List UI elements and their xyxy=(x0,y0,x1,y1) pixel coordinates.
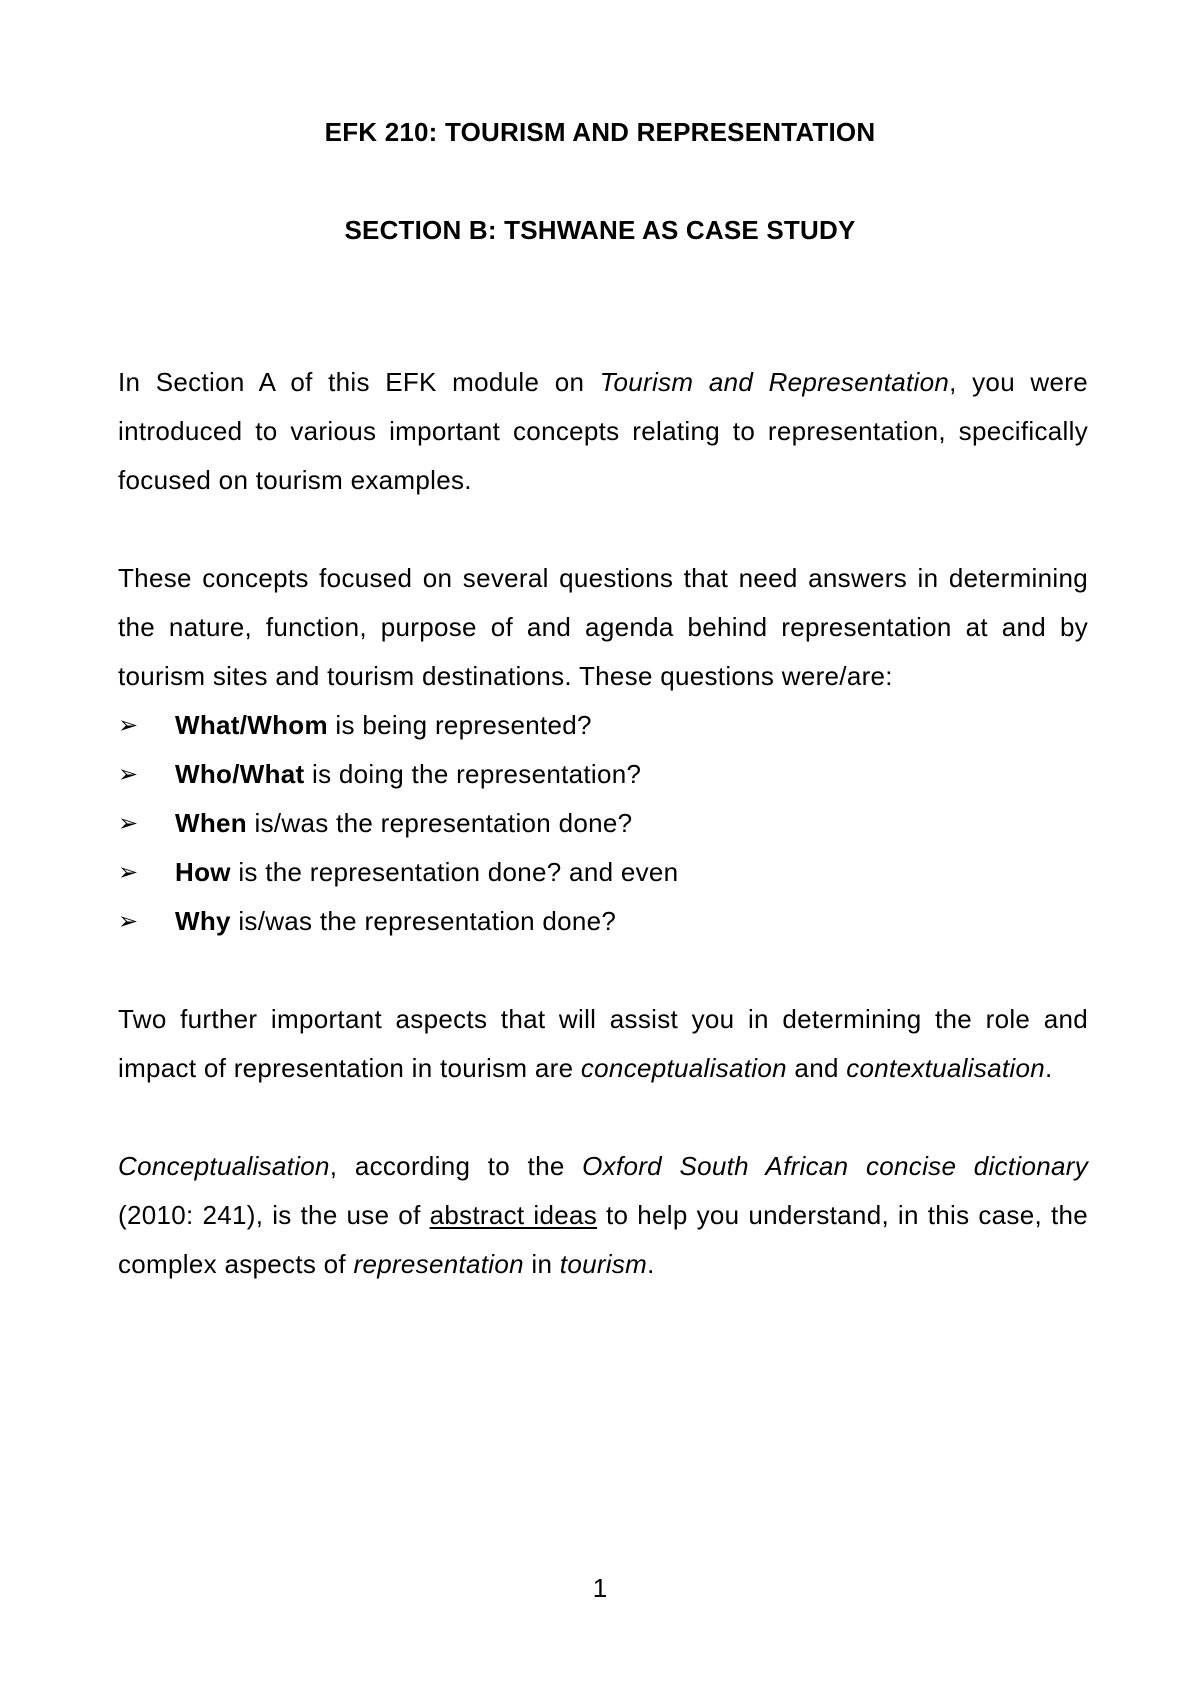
term-representation: representation xyxy=(353,1249,524,1279)
list-item xyxy=(118,848,1088,897)
arrow-bullet-icon: ➢ xyxy=(118,761,139,788)
arrow-bullet-icon: ➢ xyxy=(118,908,139,935)
question-text: is doing the representation? xyxy=(304,759,642,789)
paragraph-concepts: These concepts focused on several questions that need answers in determining the nature, function, purpose of and agenda behind representation at and by tourism sites and tourism destinations. These questions were/are: xyxy=(118,563,1088,691)
term-contextualisation: contextualisation xyxy=(846,1053,1046,1083)
arrow-bullet-icon: ➢ xyxy=(118,712,139,739)
paragraph-aspects-text-a: Two further important aspects that will assist you in determining the role and impact of representation in tourism are xyxy=(118,1004,1088,1083)
dictionary-title: Oxford South African concise dictionary xyxy=(582,1151,1088,1181)
list-item xyxy=(118,750,1088,799)
question-text: is/was the representation done? xyxy=(246,808,633,838)
paragraph-definition xyxy=(118,1142,1088,1289)
question-keyword: What/Whom xyxy=(175,710,328,740)
underlined-phrase: abstract ideas xyxy=(429,1200,598,1230)
question-keyword: Why xyxy=(175,906,231,936)
question-keyword: When xyxy=(175,808,247,838)
question-keyword: Who/What xyxy=(175,759,305,789)
definition-text-e: . xyxy=(647,1249,655,1279)
definition-text-d: in xyxy=(523,1249,560,1279)
questions-list xyxy=(118,701,1088,946)
paragraph-aspects xyxy=(118,995,1088,1093)
question-keyword: How xyxy=(175,857,231,887)
section-heading: SECTION B: TSHWANE AS CASE STUDY xyxy=(344,215,856,245)
document-body xyxy=(118,358,1088,1289)
question-text: is/was the representation done? xyxy=(230,906,617,936)
definition-text-b: (2010: 241), is the use of xyxy=(118,1200,430,1230)
paragraph-aspects-text-b: and xyxy=(786,1053,847,1083)
arrow-bullet-icon: ➢ xyxy=(118,810,139,837)
arrow-bullet-icon: ➢ xyxy=(118,859,139,886)
question-text: is being represented? xyxy=(327,710,592,740)
page-number: 1 xyxy=(592,1573,608,1603)
list-item xyxy=(118,701,1088,750)
question-text: is the representation done? and even xyxy=(230,857,679,887)
term-conceptualisation: conceptualisation xyxy=(580,1053,787,1083)
definition-text-c: to help you understand, in this case, the complex aspects of xyxy=(118,1200,1088,1279)
definition-text-a: , according to the xyxy=(329,1151,583,1181)
paragraph-intro-italic: Tourism and Representation xyxy=(599,367,950,397)
paragraph-intro-text-a: In Section A of this EFK module on xyxy=(118,367,600,397)
paragraph-intro xyxy=(118,358,1088,505)
paragraph-intro-text-b: , you were introduced to various important concepts relating to representation, specifically focused on tourism examples. xyxy=(118,367,1088,495)
document-title: EFK 210: TOURISM AND REPRESENTATION xyxy=(324,117,876,147)
list-item xyxy=(118,799,1088,848)
list-item xyxy=(118,897,1088,946)
term-tourism: tourism xyxy=(559,1249,648,1279)
definition-term: Conceptualisation xyxy=(118,1151,330,1181)
paragraph-aspects-text-c: . xyxy=(1045,1053,1053,1083)
